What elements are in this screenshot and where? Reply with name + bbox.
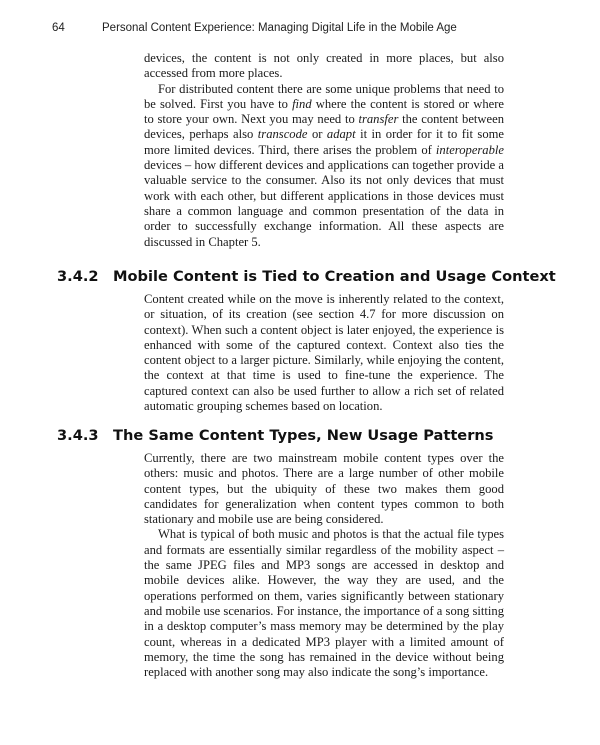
running-title: Personal Content Experience: Managing Digital Life in the Mobile Age xyxy=(102,22,457,34)
section-title: The Same Content Types, New Usage Patterns xyxy=(113,427,494,444)
section-3-4-3-paragraph-1: Currently, there are two mainstream mobile content types over the others: music and photos. There are a large number of other mobile content types, but the ubiquity of these two makes them good candidates for generalization when content types common to both stationary and mobile use are being considered. xyxy=(144,451,504,527)
emphasis-interoperable: interoperable xyxy=(435,142,504,157)
running-header xyxy=(52,22,560,34)
section-title: Mobile Content is Tied to Creation and Usage Context xyxy=(113,268,556,285)
section-3-4-2-paragraph-1: Content created while on the move is inherently related to the context, or situation, of its creation (see section 4.7 for more discussion on context). When such a content object is later enjoyed, the experience is enhanced with some of the captured context. Context also ties the content object to a larger picture. Similarly, while enjoying the content, the context at that time is used to fine-tune the experience. The captured context can also be used further to allow a rich set of related automatic grouping schemes based on location. xyxy=(144,292,504,414)
section-number: 3.4.3 xyxy=(57,427,99,444)
intro-paragraph-2: For distributed content there are some unique problems that need to be solved. First you have to find where the content is stored or where to store your own. Next you may need to transfer the content between devices, perhaps also transcode or adapt it in order for it to fit some more limited devices. Third, there arises the problem of interoperable devices – how different devices and applications can together provide a valuable service to the consumer. Also its not only devices that must work with each other, but different applications in those devices must share a common language and common presentation of the data in order to successfully exchange information. All these aspects are discussed in Chapter 5. xyxy=(144,81,505,249)
section-number: 3.4.2 xyxy=(57,268,99,285)
emphasis-adapt: adapt xyxy=(326,127,356,142)
page-number: 64 xyxy=(52,22,65,34)
emphasis-find: find xyxy=(292,96,312,111)
emphasis-transfer: transfer xyxy=(358,112,399,127)
intro-paragraph-1: devices, the content is not only created in more places, but also accessed from more places. xyxy=(144,51,504,81)
section-heading-3-4-2 xyxy=(57,268,567,285)
section-3-4-2-text xyxy=(144,292,504,414)
section-heading-3-4-3 xyxy=(57,427,567,444)
section-3-4-3-paragraph-2: What is typical of both music and photos is that the actual file types and formats are essentially similar regardless of the mobility aspect – the same JPEG files and MP3 songs are accessed in desktop and mobile devices alike. However, the way they are used, and the operations performed on them, varies significantly between stationary and mobile use scenarios. For instance, the importance of a song sitting in a desktop computer’s mass memory may be determined by the play count, whereas in a dedicated MP3 player with a limited amount of memory, the time the song has remained in the device without being replaced with another song may also indicate the song’s importance. xyxy=(144,527,504,680)
intro-text-block xyxy=(144,51,504,250)
emphasis-transcode: transcode xyxy=(257,127,308,142)
section-3-4-3-text xyxy=(144,451,504,680)
